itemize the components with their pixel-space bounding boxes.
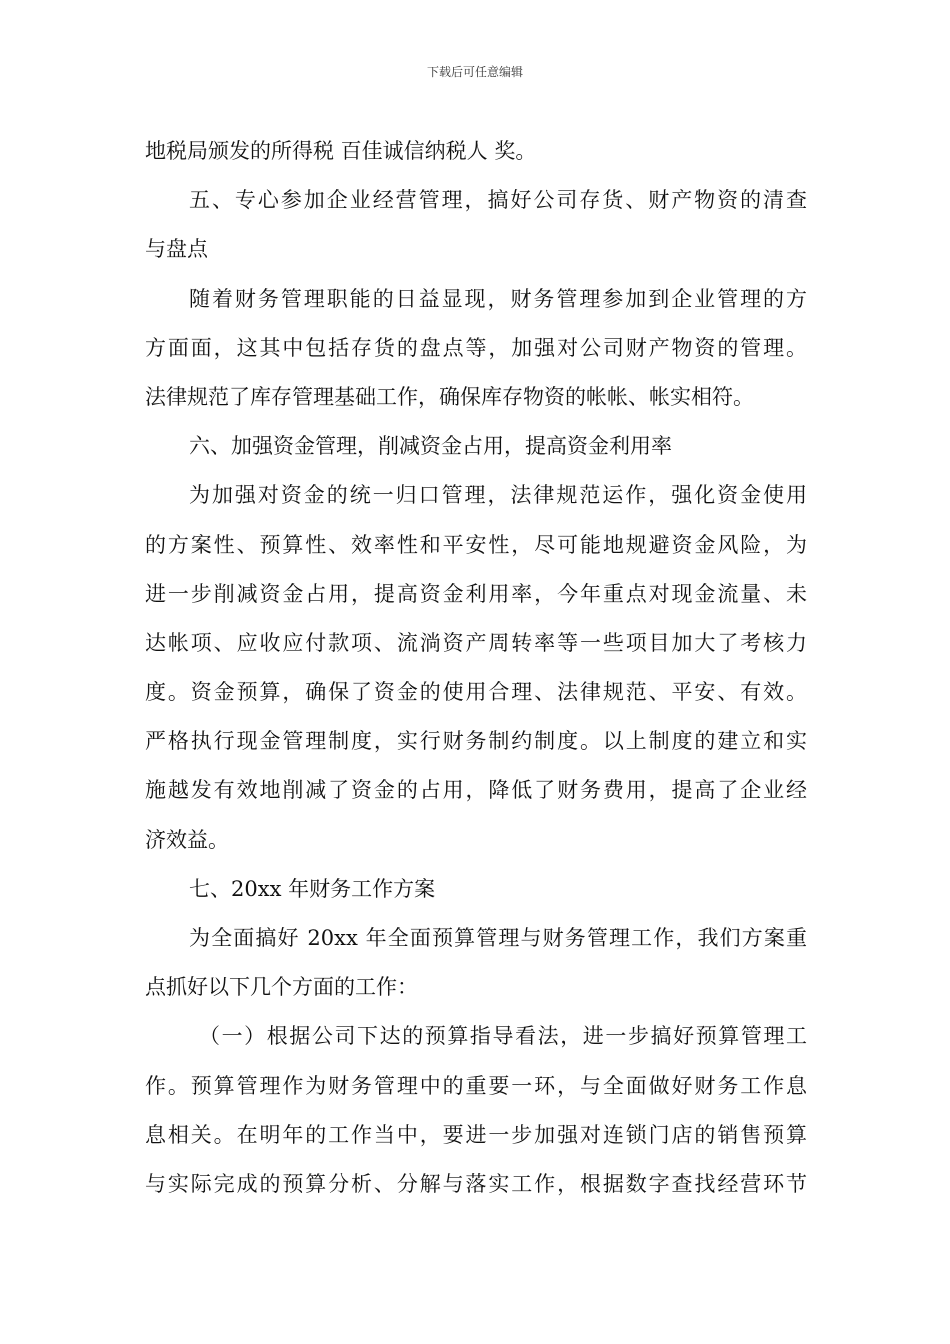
text-line: 地税局颁发的所得税 百佳诚信纳税人 奖。 xyxy=(145,139,537,163)
text-line: 进一步削减资金占用，提高资金利用率，今年重点对现金流量、未 xyxy=(145,581,807,606)
text-line: 点抓好以下几个方面的工作： xyxy=(145,975,418,1000)
sub-heading-1: （一）根据公司下达的预算指导看法，进一步搞好预算管理工 xyxy=(199,1024,807,1049)
text-line: 严格执行现金管理制度，实行财务制约制度。以上制度的建立和实 xyxy=(145,729,807,754)
text-line: 的方案性、预算性、效率性和平安性，尽可能地规避资金风险，为 xyxy=(145,532,807,557)
section-heading-7: 七、20xx 年财务工作方案 xyxy=(189,876,436,901)
text-line: 度。资金预算，确保了资金的使用合理、法律规范、平安、有效。 xyxy=(145,680,807,705)
text-line: 法律规范了库存管理基础工作，确保库存物资的帐帐、帐实相符。 xyxy=(145,384,754,409)
text-line: 达帐项、应收应付款项、流淌资产周转率等一些项目加大了考核力 xyxy=(145,630,807,655)
document-body xyxy=(145,127,807,1209)
page-header: 下载后可任意编辑 xyxy=(426,65,523,79)
text-line: 与实际完成的预算分析、分解与落实工作，根据数字查找经营环节 xyxy=(145,1171,807,1196)
text-line: 随着财务管理职能的日益显现，财务管理参加到企业管理的方 xyxy=(189,286,807,311)
section-heading-5-cont: 与盘点 xyxy=(145,237,208,262)
text-line: 为全面搞好 20xx 年全面预算管理与财务管理工作，我们方案重 xyxy=(189,926,807,950)
section-heading-6: 六、加强资金管理，削减资金占用，提高资金利用率 xyxy=(189,434,672,459)
text-line: 方面面，这其中包括存货的盘点等，加强对公司财产物资的管理。 xyxy=(145,335,807,360)
text-line: 作。预算管理作为财务管理中的重要一环，与全面做好财务工作息 xyxy=(145,1073,807,1098)
text-line: 济效益。 xyxy=(145,827,229,852)
section-heading-5: 五、专心参加企业经营管理，搞好公司存货、财产物资的清查 xyxy=(189,188,807,213)
text-line: 施越发有效地削减了资金的占用，降低了财务费用，提高了企业经 xyxy=(145,778,807,803)
text-line: 息相关。在明年的工作当中，要进一步加强对连锁门店的销售预算 xyxy=(145,1122,807,1147)
text-line: 为加强对资金的统一归口管理，法律规范运作，强化资金使用 xyxy=(189,483,807,508)
